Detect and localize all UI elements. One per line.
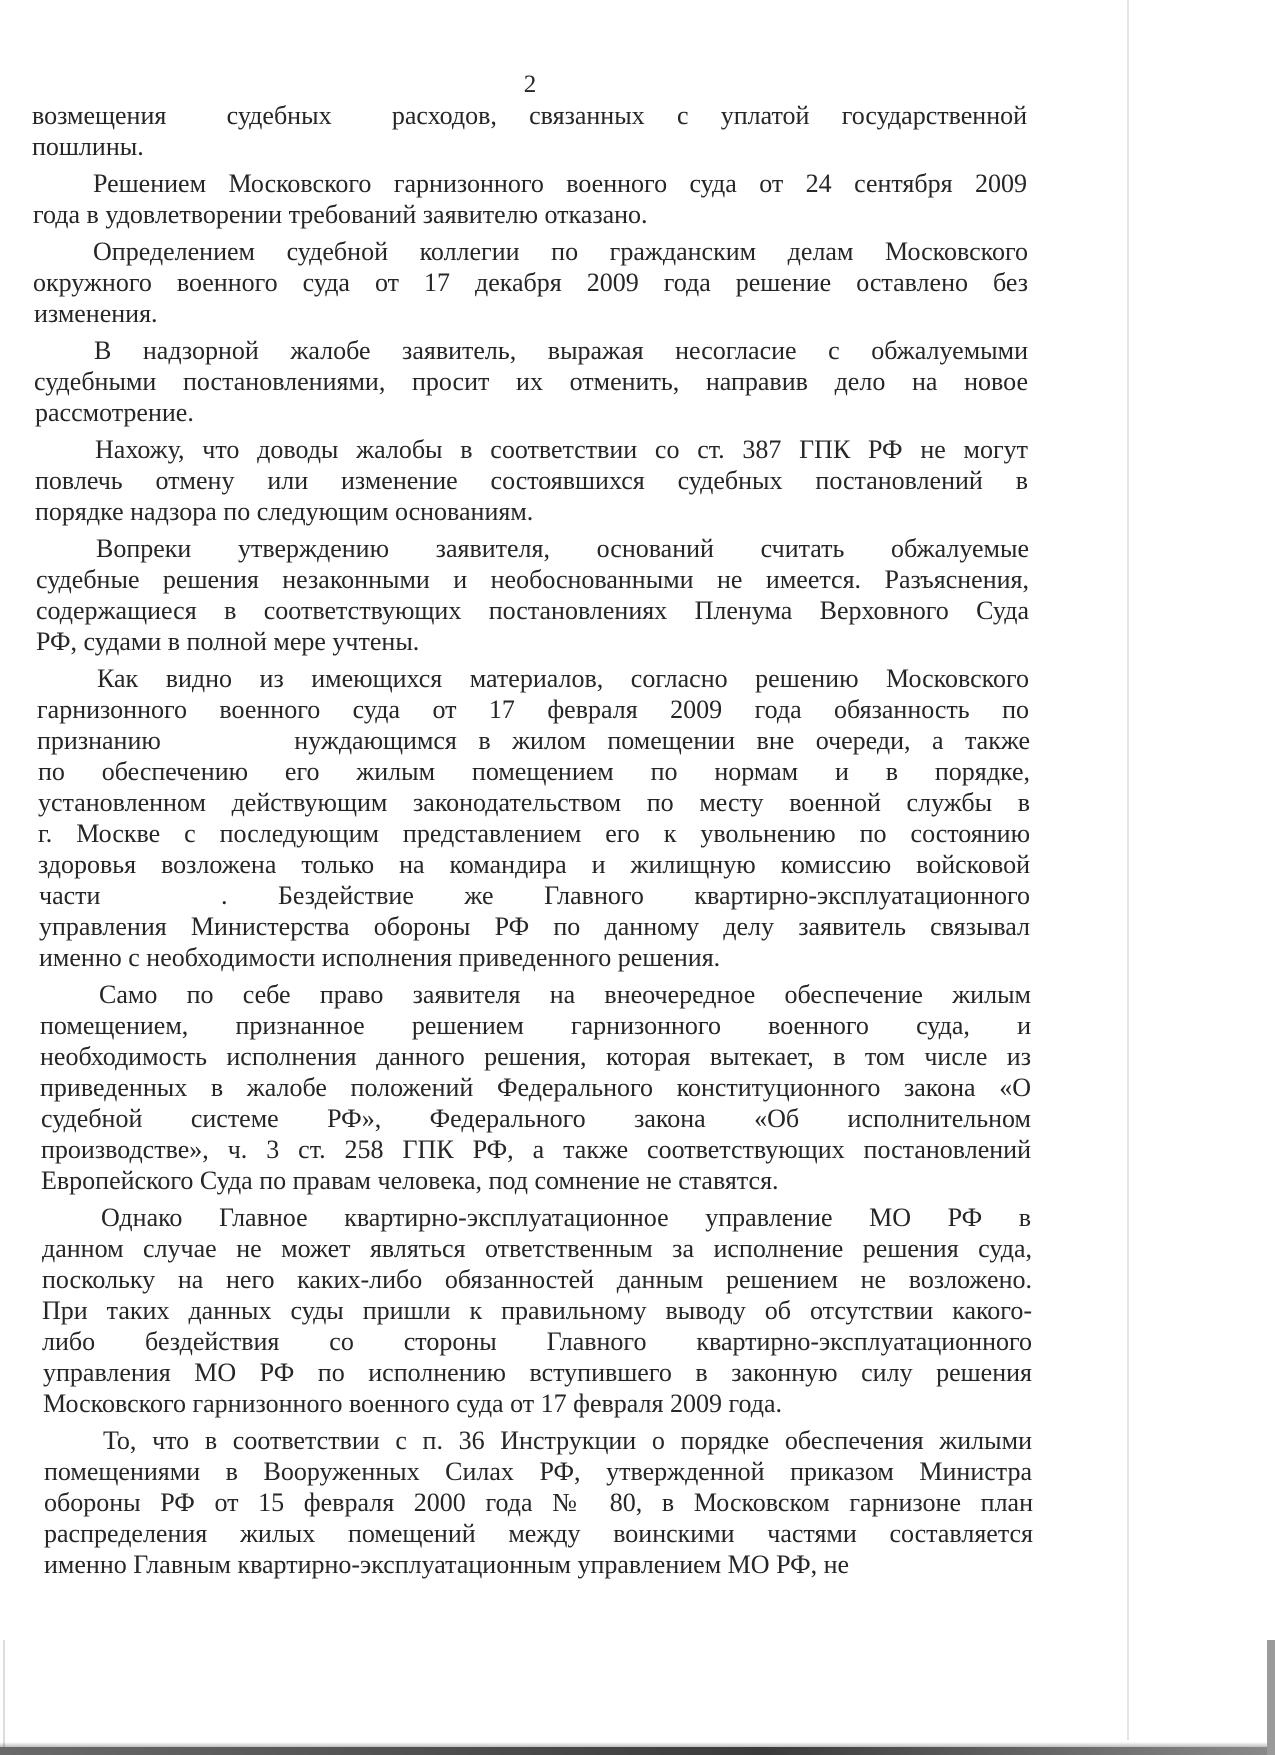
text-line: рассмотрение.	[35, 398, 194, 427]
text-line: приведенных в жалобе положений Федерального конституционного закона «О	[40, 1073, 1031, 1102]
text-line: судебными постановлениями, просит их отменить, направив дело на новое	[34, 367, 1028, 396]
text-line: части . Бездействие же Главного квартирно-эксплуатационного	[39, 881, 1031, 910]
text-line: повлечь отмену или изменение состоявшихся судебных постановлений в	[35, 466, 1028, 495]
text-line: Решением Московского гарнизонного военного суда от 24 сентября 2009	[93, 169, 1027, 198]
text-line: возмещения судебных расходов, связанных с уплатой государственной	[32, 101, 1028, 130]
text-line: гарнизонного военного суда от 17 февраля 2009 года обязанность по	[37, 695, 1029, 724]
text-line: судебные решения незаконными и необоснованными не имеется. Разъяснения,	[36, 565, 1029, 594]
text-line: признанию нуждающимся в жилом помещении вне очереди, а также	[37, 726, 1031, 755]
text-line: содержащиеся в соответствующих постановлениях Пленума Верховного Суда	[36, 596, 1029, 625]
text-line: именно с необходимости исполнения приведенного решения.	[39, 943, 721, 972]
text-line: данном случае не может являться ответственным за исполнение решения суда,	[42, 1234, 1032, 1263]
text-line: г. Москве с последующим представлением его к увольнению по состоянию	[38, 819, 1030, 848]
text-line: управления Министерства обороны РФ по данному делу заявитель связывал	[39, 912, 1030, 941]
text-line: Европейского Суда по правам человека, под сомнение не ставятся.	[41, 1166, 779, 1195]
text-line: Московского гарнизонного военного суда от 17 февраля 2009 года.	[43, 1389, 783, 1418]
text-line: Однако Главное квартирно-эксплуатационное управление МО РФ в	[101, 1203, 1031, 1232]
text-line: То, что в соответствии с п. 36 Инструкции о порядке обеспечения жилыми	[103, 1426, 1032, 1455]
text-line: необходимость исполнения данного решения, которая вытекает, в том числе из	[40, 1042, 1031, 1071]
text-line: Как видно из имеющихся материалов, согласно решению Московского	[97, 664, 1029, 693]
text-line: порядке надзора по следующим основаниям.	[35, 497, 534, 526]
page-number: 2	[523, 71, 537, 98]
text-line: установленном действующим законодательством по месту военной службы в	[38, 788, 1030, 817]
text-line: именно Главным квартирно-эксплуатационным управлением МО РФ, не	[44, 1550, 850, 1579]
text-line: либо бездействия со стороны Главного квартирно-эксплуатационного	[42, 1327, 1032, 1356]
text-line: производстве», ч. 3 ст. 258 ГПК РФ, а также соответствующих постановлений	[41, 1135, 1031, 1164]
text-line: окружного военного суда от 17 декабря 2009 года решение оставлено без	[33, 268, 1028, 297]
text-line: При таких данных суды пришли к правильному выводу об отсутствии какого-	[42, 1296, 1032, 1325]
text-line: здоровья возложена только на командира и жилищную комиссию войсковой	[38, 850, 1030, 879]
text-line: помещением, признанное решением гарнизонного военного суда, и	[40, 1011, 1031, 1040]
text-line: В надзорной жалобе заявитель, выражая несогласие с обжалуемыми	[94, 336, 1028, 365]
text-line: распределения жилых помещений между воинскими частями составляется	[44, 1519, 1033, 1548]
text-line: обороны РФ от 15 февраля 2000 года № 80, в Московском гарнизоне план	[44, 1488, 1033, 1517]
text-line: изменения.	[34, 299, 158, 328]
text-line: Само по себе право заявителя на внеочередное обеспечение жилым	[99, 980, 1031, 1009]
text-line: помещениями в Вооруженных Силах РФ, утвержденной приказом Министра	[44, 1457, 1032, 1486]
text-line: года в удовлетворении требований заявителю отказано.	[33, 200, 648, 229]
text-line: Вопреки утверждению заявителя, оснований считать обжалуемые	[96, 534, 1029, 563]
text-line: Нахожу, что доводы жалобы в соответствии со ст. 387 ГПК РФ не могут	[95, 435, 1028, 464]
text-line: РФ, судами в полной мере учтены.	[36, 627, 420, 656]
text-line: судебной системе РФ», Федерального закона «Об исполнительном	[41, 1104, 1031, 1133]
text-line: Определением судебной коллегии по гражданским делам Московского	[93, 237, 1028, 266]
text-line: пошлины.	[32, 132, 144, 161]
text-line: по обеспечению его жилым помещением по нормам и в порядке,	[38, 757, 1030, 786]
text-line: поскольку на него каких-либо обязанностей данным решением не возложено.	[42, 1265, 1032, 1294]
text-line: управления МО РФ по исполнению вступившего в законную силу решения	[43, 1358, 1032, 1387]
